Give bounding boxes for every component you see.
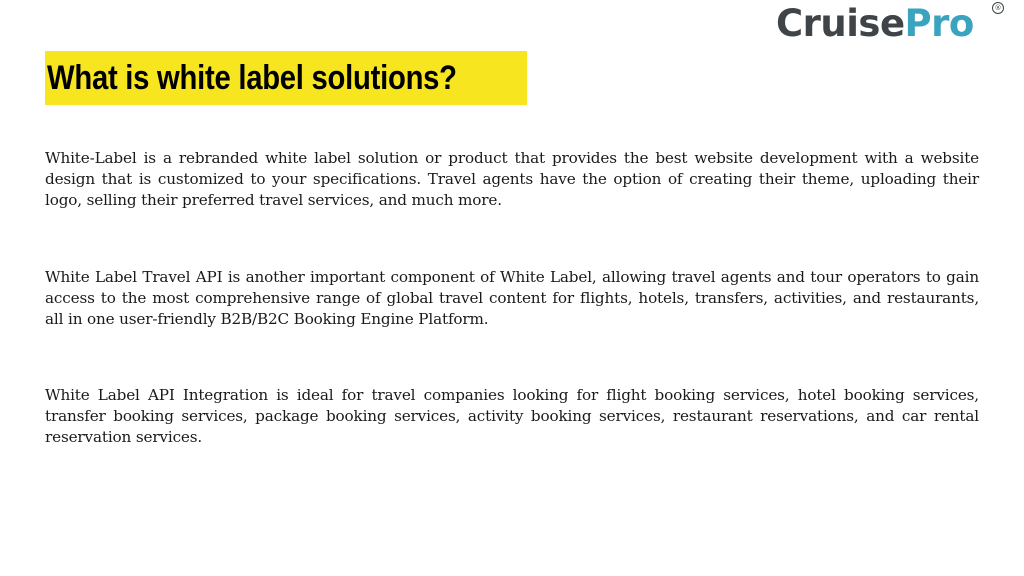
paragraph-api-integration: White Label API Integration is ideal for travel companies looking for flight booking services, hotel booking services, transfer booking services, package booking services, activity booking services, restaurant reservations, and car rental reservation services. (45, 386, 979, 446)
logo-part-pro: Pro (904, 2, 974, 45)
paragraph-white-label: White-Label is a rebranded white label solution or product that provides the best website development with a website design that is customized to your specifications. Travel agents have the option of creating their theme, uploading their logo, selling their preferred travel services, and much more. (45, 149, 979, 209)
logo-wordmark (776, 2, 974, 46)
cruisepro-logo (776, 2, 1012, 48)
title-highlight (45, 51, 527, 105)
paragraph-travel-api: White Label Travel API is another important component of White Label, allowing travel agents and tour operators to gain access to the most comprehensive range of global travel content for flights, hotels, transfers, activities, and restaurants, all in one user-friendly B2B/B2C Booking Engine Platform. (45, 268, 979, 328)
logo-part-cruise: Cruise (776, 2, 905, 45)
page-title: What is white label solutions? (47, 58, 457, 97)
registered-mark-icon: ® (992, 2, 1004, 14)
